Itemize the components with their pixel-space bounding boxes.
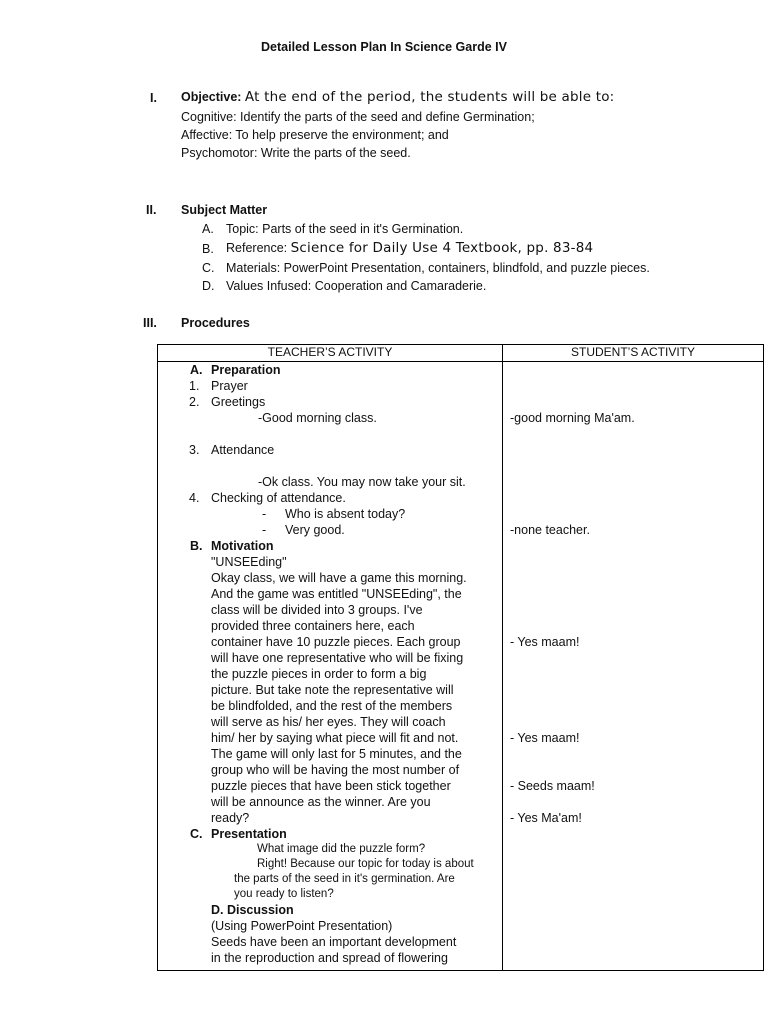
presentation-label: Presentation <box>211 827 287 841</box>
subject-item-reference <box>226 240 593 256</box>
motivation-line: The game will only last for 5 minutes, and the <box>211 747 462 761</box>
subject-item-d-letter: D. <box>202 279 215 293</box>
section-1-number: I. <box>150 91 157 105</box>
objective-affective: Affective: To help preserve the environment; and <box>181 128 449 142</box>
page-title: Detailed Lesson Plan In Science Garde IV <box>261 40 507 54</box>
bullet-dash: - <box>262 507 267 521</box>
sit-line: -Ok class. You may now take your sit. <box>258 475 466 489</box>
motivation-line: "UNSEEding" <box>211 555 287 569</box>
reference-value: Science for Daily Use 4 Textbook, pp. 83-84 <box>290 240 594 256</box>
student-activity-cell <box>503 362 764 971</box>
attendance-label: Attendance <box>211 443 275 457</box>
teacher-activity-cell <box>158 362 503 971</box>
student-response: -good morning Ma'am. <box>510 411 635 425</box>
motivation-line: puzzle pieces that have been stick together <box>211 779 451 793</box>
step-4-number: 4. <box>189 491 200 505</box>
presentation-line: the parts of the seed in it's germination. Are <box>234 873 455 885</box>
subject-item-a-letter: A. <box>202 222 214 236</box>
motivation-line: the puzzle pieces in order to form a big <box>211 667 427 681</box>
subject-item-b-letter: B. <box>202 242 214 256</box>
presentation-letter: C. <box>190 827 203 841</box>
objective-psychomotor: Psychomotor: Write the parts of the seed. <box>181 146 411 160</box>
very-good-line: Very good. <box>285 523 345 537</box>
motivation-line: will be announce as the winner. Are you <box>211 795 431 809</box>
motivation-label: Motivation <box>211 539 274 553</box>
motivation-line: will serve as his/ her eyes. They will coach <box>211 715 446 729</box>
subject-item-topic: Topic: Parts of the seed in it's Germination. <box>226 222 464 236</box>
prayer-label: Prayer <box>211 379 248 393</box>
student-activity-header: STUDENT’S ACTIVITY <box>503 345 764 362</box>
reference-label: Reference: <box>226 241 291 255</box>
student-response: - Yes Ma'am! <box>510 811 582 825</box>
greeting-line: -Good morning class. <box>258 411 377 425</box>
discussion-line: (Using PowerPoint Presentation) <box>211 919 393 933</box>
step-1-number: 1. <box>189 379 200 393</box>
motivation-line: ready? <box>211 811 250 825</box>
student-response: - Yes maam! <box>510 731 580 745</box>
procedures-heading: Procedures <box>181 316 250 330</box>
student-response: - Seeds maam! <box>510 779 595 793</box>
absent-question: Who is absent today? <box>285 507 406 521</box>
presentation-line: What image did the puzzle form? <box>257 843 426 855</box>
motivation-line: be blindfolded, and the rest of the members <box>211 699 453 713</box>
objective-intro: At the end of the period, the students will be able to: <box>244 89 615 105</box>
objective-label: Objective: <box>181 90 242 104</box>
motivation-line: class will be divided into 3 groups. I've <box>211 603 423 617</box>
preparation-label: Preparation <box>211 363 281 377</box>
procedures-table <box>157 344 764 971</box>
presentation-line: Right! Because our topic for today is about <box>257 858 474 870</box>
subject-item-values: Values Infused: Cooperation and Camaraderie. <box>226 279 487 293</box>
discussion-line: Seeds have been an important development <box>211 935 457 949</box>
motivation-line: container have 10 puzzle pieces. Each group <box>211 635 461 649</box>
motivation-line: And the game was entitled "UNSEEding", the <box>211 587 462 601</box>
motivation-line: will have one representative who will be fixing <box>211 651 464 665</box>
motivation-line: picture. But take note the representative will <box>211 683 454 697</box>
section-3-number: III. <box>143 316 157 330</box>
greetings-label: Greetings <box>211 395 266 409</box>
checking-label: Checking of attendance. <box>211 491 346 505</box>
motivation-letter: B. <box>190 539 203 553</box>
student-response: -none teacher. <box>510 523 590 537</box>
preparation-letter: A. <box>190 363 203 377</box>
teacher-activity-header: TEACHER’S ACTIVITY <box>158 345 503 362</box>
motivation-line: him/ her by saying what piece will fit and not. <box>211 731 459 745</box>
section-2-number: II. <box>146 203 157 217</box>
objective-cognitive: Cognitive: Identify the parts of the seed and define Germination; <box>181 110 535 124</box>
discussion-label: D. Discussion <box>211 903 294 917</box>
step-3-number: 3. <box>189 443 200 457</box>
student-response: - Yes maam! <box>510 635 580 649</box>
subject-item-c-letter: C. <box>202 261 215 275</box>
subject-item-materials: Materials: PowerPoint Presentation, containers, blindfold, and puzzle pieces. <box>226 261 650 275</box>
motivation-line: provided three containers here, each <box>211 619 415 633</box>
bullet-dash: - <box>262 523 267 537</box>
subject-matter-heading: Subject Matter <box>181 203 268 217</box>
motivation-line: Okay class, we will have a game this morning. <box>211 571 467 585</box>
presentation-line: you ready to listen? <box>234 888 334 900</box>
step-2-number: 2. <box>189 395 200 409</box>
discussion-line: in the reproduction and spread of flowering <box>211 951 448 965</box>
objective-heading <box>181 89 614 105</box>
motivation-line: group who will be having the most number of <box>211 763 460 777</box>
